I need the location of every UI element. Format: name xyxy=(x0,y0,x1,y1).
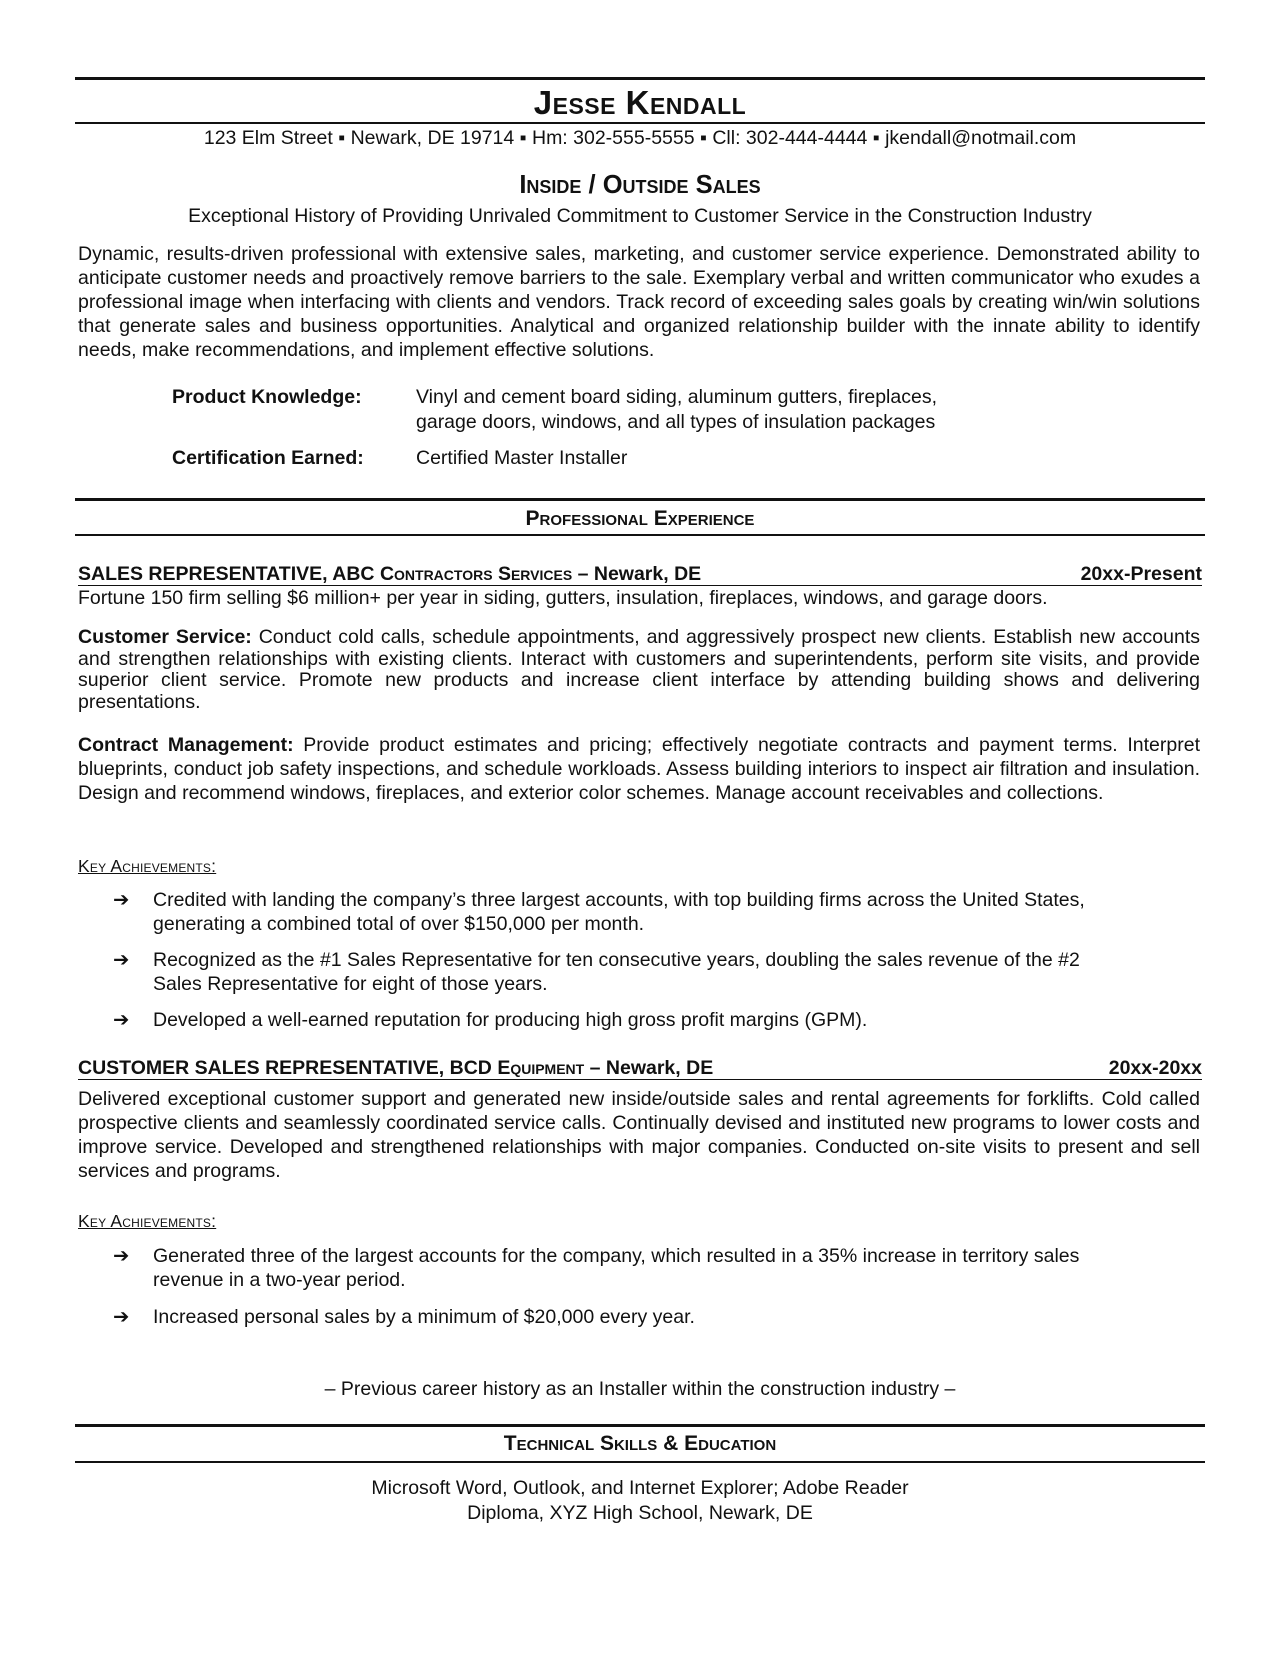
job2-location: – Newark, DE xyxy=(584,1057,714,1079)
achievement-text: Credited with landing the company’s three largest accounts, with top building firms across the United States, generating a combined total of over $150,000 per month. xyxy=(153,889,1085,935)
contract-management-text: Provide product estimates and pricing; effectively negotiate contracts and payment terms. Interpret blueprints, conduct job safety inspections, and schedule workloads. Assess building interiors to inspect air filtration and insulation. Design and recommend windows, fireplaces, and exterior color schemes. Manage account receivables and collections. xyxy=(78,734,1200,804)
education-line: Diploma, XYZ High School, Newark, DE xyxy=(467,1502,813,1524)
contact-line: 123 Elm Street ▪ Newark, DE 19714 ▪ Hm: 302-555-5555 ▪ Cll: 302-444-4444 ▪ jkendall@notmail.com xyxy=(203,127,1077,149)
summary-paragraph: Dynamic, results-driven professional with extensive sales, marketing, and customer service experience. Demonstrated ability to anticipate customer needs and proactively remove barriers to the sale. Exemplary verbal and written communicator who exudes a professional image when interfacing with clients and vendors. Track record of exceeding sales goals by creating win/win solutions that generate sales and business opportunities. Analytical and organized relationship builder with the innate ability to identify needs, make recommendations, and implement effective solutions. xyxy=(78,243,1200,361)
certification-value: Certified Master Installer xyxy=(416,447,628,469)
subheadline: Exceptional History of Providing Unrivaled Commitment to Customer Service in the Construction Industry xyxy=(188,205,1092,227)
skills-line: Microsoft Word, Outlook, and Internet Explorer; Adobe Reader xyxy=(371,1477,909,1499)
job1-key-achievements-label: Key Achievements: xyxy=(78,856,217,876)
skills-section-title: Technical Skills & Education xyxy=(503,1432,777,1455)
experience-section-title: Professional Experience xyxy=(525,507,755,530)
experience-top-rule xyxy=(75,498,1205,501)
job2-dates: 20xx-20xx xyxy=(1108,1057,1202,1079)
job2-company: Equipment xyxy=(497,1057,585,1079)
job1-title: SALES REPRESENTATIVE, ABC xyxy=(78,563,380,585)
product-knowledge-line-1: Vinyl and cement board siding, aluminum gutters, fireplaces, xyxy=(416,386,937,408)
job1-dates: 20xx-Present xyxy=(1080,563,1202,585)
job2-title: CUSTOMER SALES REPRESENTATIVE, BCD xyxy=(78,1057,498,1079)
job1-contract-management xyxy=(78,733,1200,805)
job1-customer-service xyxy=(78,627,1200,713)
candidate-name: Jesse Kendall xyxy=(533,84,747,121)
arrow-right-icon: ➔ xyxy=(113,1245,130,1267)
job1-title-group xyxy=(78,564,701,584)
previous-career-note: – Previous career history as an Installer within the construction industry – xyxy=(324,1378,956,1400)
job1-company: Contractors Services xyxy=(379,563,573,585)
job2-heading xyxy=(78,1058,1202,1080)
product-knowledge-line-2: garage doors, windows, and all types of insulation packages xyxy=(416,411,936,433)
achievement-text: Increased personal sales by a minimum of $20,000 every year. xyxy=(153,1306,695,1328)
contract-management-label: Contract Management: xyxy=(78,734,294,756)
product-knowledge-label: Product Knowledge: xyxy=(172,386,362,408)
achievement-text: Developed a well-earned reputation for producing high gross profit margins (GPM). xyxy=(153,1009,868,1031)
name-rule xyxy=(75,122,1205,124)
customer-service-text: Conduct cold calls, schedule appointments, and aggressively prospect new clients. Establish new accounts and strengthen relationships with existing clients. Interact with customers and superintendents, perform site visits, and provide superior client service. Promote new products and increase client interface by attending building shows and delivering presentations. xyxy=(78,626,1200,713)
top-rule xyxy=(75,77,1205,80)
achievement-text: Generated three of the largest accounts for the company, which resulted in a 35% increase in territory sales revenue in a two-year period. xyxy=(153,1245,1080,1291)
job2-summary: Delivered exceptional customer support and generated new inside/outside sales and rental agreements for forklifts. Cold called prospective clients and seamlessly coordinated service calls. Continually devised and instituted new programs to lower costs and improve service. Developed and strengthened relationships with major companies. Conducted on-site visits to present and sell services and programs. xyxy=(78,1088,1200,1182)
arrow-right-icon: ➔ xyxy=(113,889,130,911)
arrow-right-icon: ➔ xyxy=(113,1306,130,1328)
job2-title-group xyxy=(78,1058,713,1078)
job1-location: – Newark, DE xyxy=(572,563,702,585)
job1-heading xyxy=(78,564,1202,586)
arrow-right-icon: ➔ xyxy=(113,1009,130,1031)
job2-key-achievements-label: Key Achievements: xyxy=(78,1211,217,1231)
experience-bottom-rule xyxy=(75,534,1205,536)
skills-bottom-rule xyxy=(75,1461,1205,1463)
certification-label: Certification Earned: xyxy=(172,447,364,469)
job1-summary: Fortune 150 firm selling $6 million+ per year in siding, gutters, insulation, fireplaces, windows, and garage doors. xyxy=(78,587,1048,609)
headline: Inside / Outside Sales xyxy=(519,171,761,199)
arrow-right-icon: ➔ xyxy=(113,949,130,971)
skills-top-rule xyxy=(75,1424,1205,1427)
customer-service-label: Customer Service: xyxy=(78,626,252,648)
achievement-text: Recognized as the #1 Sales Representative for ten consecutive years, doubling the sales revenue of the #2 Sales Representative for eight of those years. xyxy=(153,949,1080,995)
